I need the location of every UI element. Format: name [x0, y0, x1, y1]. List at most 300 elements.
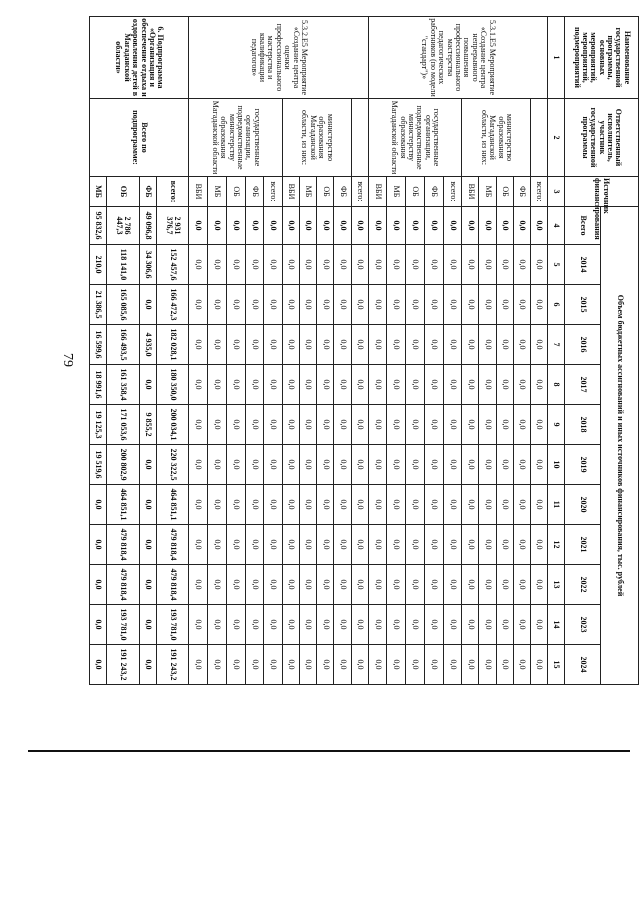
row-value: 2 786 447,3: [107, 207, 139, 245]
row-value: 19 125,3: [90, 405, 107, 445]
row-value: 19 519,6: [90, 445, 107, 485]
header-year: 2017: [565, 365, 601, 405]
row-value: 0,0: [513, 485, 530, 525]
row-value: 0,0: [139, 445, 156, 485]
row-value: 0,0: [513, 285, 530, 325]
row-value: 0,0: [513, 405, 530, 445]
row-source: ФБ: [513, 177, 530, 207]
column-index: 13: [548, 565, 565, 605]
row-value: 0,0: [424, 405, 443, 445]
row-value: 0,0: [424, 525, 443, 565]
row-executor: Всего по подпрограмме:: [90, 99, 189, 177]
row-value: 0,0: [496, 645, 513, 685]
row-value: 0,0: [513, 445, 530, 485]
row-value: 0,0: [317, 485, 334, 525]
row-value: 0,0: [189, 365, 208, 405]
row-value: 0,0: [283, 525, 300, 565]
header-year: 2021: [565, 525, 601, 565]
row-value: 0,0: [334, 445, 351, 485]
row-value: 0,0: [462, 325, 479, 365]
row-value: 0,0: [208, 645, 227, 685]
row-value: 0,0: [479, 207, 496, 245]
table-row: [264, 17, 283, 685]
header-year: 2014: [565, 245, 601, 285]
row-value: 0,0: [300, 565, 317, 605]
row-value: 0,0: [189, 245, 208, 285]
row-value: 0,0: [245, 245, 264, 285]
row-value: 0,0: [245, 645, 264, 685]
row-value: 0,0: [462, 525, 479, 565]
row-value: 0,0: [317, 565, 334, 605]
row-value: 191 243,2: [156, 645, 188, 685]
row-value: 166 493,5: [107, 325, 139, 365]
row-value: 0,0: [189, 525, 208, 565]
row-source: ФБ: [424, 177, 443, 207]
row-value: 0,0: [424, 285, 443, 325]
row-value: 0,0: [387, 525, 406, 565]
row-value: 0,0: [368, 405, 387, 445]
row-value: 0,0: [496, 565, 513, 605]
row-value: 0,0: [139, 605, 156, 645]
row-value: 0,0: [513, 325, 530, 365]
row-value: 0,0: [317, 245, 334, 285]
row-value: 0,0: [530, 605, 547, 645]
row-value: 0,0: [300, 285, 317, 325]
column-index: 14: [548, 605, 565, 645]
row-value: 182 028,1: [156, 325, 188, 365]
row-value: 0,0: [387, 645, 406, 685]
row-value: 21 386,5: [90, 285, 107, 325]
row-value: 0,0: [334, 485, 351, 525]
row-value: 0,0: [317, 525, 334, 565]
row-value: 0,0: [530, 645, 547, 685]
row-value: 0,0: [245, 405, 264, 445]
row-value: 0,0: [90, 605, 107, 645]
row-value: 0,0: [387, 365, 406, 405]
row-value: 0,0: [139, 365, 156, 405]
row-value: 0,0: [496, 207, 513, 245]
row-value: 0,0: [245, 325, 264, 365]
row-executor: государственные организации, подведомственные министерству образования Магаданской области: [368, 99, 462, 177]
row-value: 0,0: [226, 325, 245, 365]
row-value: 0,0: [351, 605, 368, 645]
row-value: 0,0: [424, 245, 443, 285]
row-value: 0,0: [496, 365, 513, 405]
row-value: 16 599,6: [90, 325, 107, 365]
row-value: 0,0: [387, 207, 406, 245]
row-value: 0,0: [406, 565, 425, 605]
row-value: 191 243,2: [107, 645, 139, 685]
row-value: 0,0: [351, 285, 368, 325]
row-value: 0,0: [245, 207, 264, 245]
row-value: 0,0: [479, 525, 496, 565]
header-year: 2022: [565, 565, 601, 605]
page-rule: [28, 750, 630, 752]
row-value: 0,0: [479, 325, 496, 365]
row-value: 0,0: [424, 565, 443, 605]
row-value: 0,0: [443, 445, 462, 485]
row-value: 479 818,4: [107, 525, 139, 565]
row-value: 0,0: [424, 207, 443, 245]
row-value: 0,0: [351, 207, 368, 245]
row-value: 0,0: [283, 485, 300, 525]
row-value: 0,0: [264, 525, 283, 565]
row-value: 0,0: [334, 207, 351, 245]
row-value: 0,0: [424, 605, 443, 645]
row-value: 464 851,1: [107, 485, 139, 525]
row-value: 0,0: [90, 525, 107, 565]
row-value: 0,0: [208, 605, 227, 645]
row-value: 0,0: [245, 285, 264, 325]
row-value: 0,0: [264, 207, 283, 245]
row-value: 0,0: [264, 325, 283, 365]
row-value: 0,0: [479, 405, 496, 445]
row-value: 0,0: [226, 365, 245, 405]
row-value: 18 991,6: [90, 365, 107, 405]
row-source: всего:: [264, 177, 283, 207]
row-executor: министерство образования Магаданской области, из них:: [283, 99, 352, 177]
row-value: 0,0: [406, 285, 425, 325]
row-value: 166 472,3: [156, 285, 188, 325]
row-value: 0,0: [300, 365, 317, 405]
row-value: 0,0: [283, 207, 300, 245]
row-value: 0,0: [479, 445, 496, 485]
row-value: 0,0: [462, 645, 479, 685]
row-source: ОБ: [406, 177, 425, 207]
row-value: 0,0: [443, 405, 462, 445]
row-value: 0,0: [283, 245, 300, 285]
row-value: 479 818,4: [107, 565, 139, 605]
row-value: 0,0: [283, 565, 300, 605]
row-value: 0,0: [387, 485, 406, 525]
row-value: 479 818,4: [156, 565, 188, 605]
row-value: 0,0: [245, 605, 264, 645]
row-value: 0,0: [300, 245, 317, 285]
header-year: 2024: [565, 645, 601, 685]
row-value: 0,0: [300, 405, 317, 445]
row-value: 0,0: [530, 525, 547, 565]
column-index: 12: [548, 525, 565, 565]
row-value: 0,0: [479, 645, 496, 685]
row-value: 0,0: [387, 605, 406, 645]
row-value: 0,0: [189, 405, 208, 445]
header-name: Наименование государственной программы, основных мероприятий, мероприятий, подмероприятий: [565, 17, 639, 99]
row-value: 49 096,8: [139, 207, 156, 245]
row-value: 0,0: [189, 325, 208, 365]
row-value: 9 855,2: [139, 405, 156, 445]
header-executor: Ответственный исполнитель, участник государственной программы: [565, 99, 639, 177]
row-value: 0,0: [226, 565, 245, 605]
row-value: 0,0: [189, 485, 208, 525]
row-value: 0,0: [226, 605, 245, 645]
column-index: 2: [548, 99, 565, 177]
row-value: 0,0: [406, 485, 425, 525]
row-value: 0,0: [189, 645, 208, 685]
row-source: МБ: [479, 177, 496, 207]
row-value: 0,0: [139, 285, 156, 325]
table-row: [530, 17, 547, 685]
row-value: 0,0: [368, 605, 387, 645]
row-source: ФБ: [334, 177, 351, 207]
table-row: [351, 17, 368, 685]
row-value: 200 034,1: [156, 405, 188, 445]
row-value: 0,0: [139, 485, 156, 525]
row-value: 0,0: [351, 365, 368, 405]
row-value: 0,0: [513, 605, 530, 645]
row-value: 0,0: [513, 245, 530, 285]
row-executor: министерство образования Магаданской области, из них:: [462, 99, 531, 177]
row-value: 0,0: [530, 445, 547, 485]
row-value: 0,0: [351, 565, 368, 605]
row-value: 0,0: [226, 207, 245, 245]
row-value: 0,0: [189, 285, 208, 325]
row-value: 479 818,4: [156, 525, 188, 565]
row-value: 0,0: [317, 365, 334, 405]
row-source: ОБ: [317, 177, 334, 207]
header-total: Всего: [565, 207, 601, 245]
row-value: 0,0: [283, 645, 300, 685]
row-source: ВБИ: [368, 177, 387, 207]
row-value: 0,0: [368, 525, 387, 565]
row-value: 0,0: [226, 485, 245, 525]
row-value: 4 935,0: [139, 325, 156, 365]
row-value: 464 851,1: [156, 485, 188, 525]
row-value: 0,0: [208, 245, 227, 285]
column-index: 7: [548, 325, 565, 365]
row-value: 0,0: [283, 325, 300, 365]
header-year: 2015: [565, 285, 601, 325]
row-value: 0,0: [406, 245, 425, 285]
row-value: 0,0: [496, 485, 513, 525]
row-value: 0,0: [530, 207, 547, 245]
row-value: 0,0: [226, 245, 245, 285]
column-index: 10: [548, 445, 565, 485]
row-source: ОБ: [226, 177, 245, 207]
row-value: 0,0: [462, 245, 479, 285]
row-value: 0,0: [208, 565, 227, 605]
row-source: всего:: [156, 177, 188, 207]
row-value: 0,0: [368, 485, 387, 525]
row-value: 0,0: [479, 365, 496, 405]
row-name: 5.3.2.Е5 Мероприятие «Создание центра оценки профессионального мастерства и квалификации педагогов»: [189, 17, 368, 99]
row-value: 0,0: [443, 525, 462, 565]
header-year: 2016: [565, 325, 601, 365]
row-value: 0,0: [424, 365, 443, 405]
row-value: 0,0: [368, 207, 387, 245]
row-value: 0,0: [387, 285, 406, 325]
row-value: 0,0: [334, 605, 351, 645]
row-source: МБ: [208, 177, 227, 207]
row-value: 0,0: [189, 565, 208, 605]
row-source: ВБИ: [462, 177, 479, 207]
row-value: 0,0: [283, 445, 300, 485]
row-source: ФБ: [139, 177, 156, 207]
row-value: 0,0: [462, 485, 479, 525]
row-value: 161 358,4: [107, 365, 139, 405]
row-value: 0,0: [424, 325, 443, 365]
row-value: 0,0: [226, 445, 245, 485]
row-source: МБ: [90, 177, 107, 207]
row-value: 0,0: [208, 285, 227, 325]
row-value: 0,0: [368, 245, 387, 285]
row-value: 0,0: [245, 565, 264, 605]
table-row: [443, 17, 462, 685]
row-value: 0,0: [368, 285, 387, 325]
row-name: 5.3.1.Е5 Мероприятие «Создание центра непрерывного повышения профессионального мастерства педагогических работников (по модели "стандарт")»: [368, 17, 547, 99]
column-index: 9: [548, 405, 565, 445]
row-value: 0,0: [406, 605, 425, 645]
row-value: 0,0: [462, 207, 479, 245]
row-value: 0,0: [317, 207, 334, 245]
financing-table: [89, 16, 639, 685]
row-value: 34 306,6: [139, 245, 156, 285]
row-value: 0,0: [334, 325, 351, 365]
row-value: 0,0: [368, 365, 387, 405]
header-year: 2023: [565, 605, 601, 645]
row-value: 193 781,0: [107, 605, 139, 645]
row-value: 0,0: [283, 605, 300, 645]
row-value: 0,0: [443, 325, 462, 365]
row-value: 0,0: [530, 325, 547, 365]
row-source: ВБИ: [189, 177, 208, 207]
row-value: 0,0: [513, 525, 530, 565]
row-source: ВБИ: [283, 177, 300, 207]
row-value: 0,0: [443, 565, 462, 605]
column-index: 3: [548, 177, 565, 207]
row-value: 0,0: [462, 445, 479, 485]
row-executor: [530, 99, 547, 177]
row-value: 0,0: [351, 525, 368, 565]
row-value: 0,0: [139, 525, 156, 565]
row-source: всего:: [351, 177, 368, 207]
column-index: 1: [548, 17, 565, 99]
row-value: 165 085,6: [107, 285, 139, 325]
row-value: 0,0: [496, 285, 513, 325]
row-value: 0,0: [368, 565, 387, 605]
row-value: 0,0: [300, 207, 317, 245]
row-value: 0,0: [351, 645, 368, 685]
row-value: 0,0: [264, 445, 283, 485]
header-year: 2019: [565, 445, 601, 485]
row-value: 0,0: [530, 405, 547, 445]
row-value: 0,0: [462, 405, 479, 445]
row-value: 0,0: [317, 605, 334, 645]
row-value: 0,0: [424, 445, 443, 485]
row-value: 0,0: [264, 565, 283, 605]
row-value: 0,0: [406, 207, 425, 245]
row-value: 0,0: [496, 245, 513, 285]
row-value: 0,0: [368, 325, 387, 365]
row-value: 118 141,0: [107, 245, 139, 285]
column-index: 8: [548, 365, 565, 405]
row-value: 0,0: [264, 605, 283, 645]
row-executor: государственные организации, подведомственные министерству образования Магаданской области: [189, 99, 283, 177]
row-executor: [351, 99, 368, 177]
rotated-table-page: [89, 16, 639, 684]
row-value: 0,0: [245, 365, 264, 405]
row-value: 0,0: [513, 645, 530, 685]
row-value: 0,0: [264, 405, 283, 445]
header-source: Источник финансирования: [565, 177, 639, 207]
row-value: 0,0: [443, 207, 462, 245]
row-value: 0,0: [496, 325, 513, 365]
page-number: 79: [60, 353, 75, 367]
row-value: 95 832,6: [90, 207, 107, 245]
row-value: 0,0: [443, 645, 462, 685]
row-source: МБ: [387, 177, 406, 207]
row-value: 0,0: [387, 325, 406, 365]
row-value: 0,0: [300, 525, 317, 565]
row-value: 152 457,6: [156, 245, 188, 285]
row-source: ОБ: [107, 177, 139, 207]
row-value: 200 802,9: [107, 445, 139, 485]
row-value: 0,0: [479, 285, 496, 325]
row-value: 0,0: [264, 245, 283, 285]
row-value: 0,0: [317, 285, 334, 325]
row-value: 210,0: [90, 245, 107, 285]
row-value: 0,0: [334, 245, 351, 285]
row-value: 0,0: [530, 245, 547, 285]
row-value: 0,0: [351, 485, 368, 525]
row-value: 0,0: [530, 485, 547, 525]
header-volume: Объем бюджетных ассигнований и иных источников финансирования, тыс. рублей: [601, 207, 639, 685]
row-value: 0,0: [208, 325, 227, 365]
row-source: всего:: [443, 177, 462, 207]
row-value: 0,0: [496, 605, 513, 645]
row-value: 0,0: [208, 207, 227, 245]
row-value: 0,0: [300, 645, 317, 685]
row-value: 0,0: [300, 485, 317, 525]
row-value: 193 781,0: [156, 605, 188, 645]
row-value: 220 322,5: [156, 445, 188, 485]
row-value: 0,0: [387, 405, 406, 445]
row-value: 2 931 376,7: [156, 207, 188, 245]
row-source: ОБ: [496, 177, 513, 207]
row-value: 0,0: [264, 285, 283, 325]
row-value: 0,0: [443, 605, 462, 645]
row-value: 0,0: [479, 565, 496, 605]
table-row: [513, 17, 530, 685]
row-value: 0,0: [139, 645, 156, 685]
row-value: 0,0: [264, 365, 283, 405]
table-row: [334, 17, 351, 685]
row-value: 0,0: [334, 565, 351, 605]
row-value: 0,0: [351, 325, 368, 365]
row-value: 0,0: [245, 525, 264, 565]
row-value: 0,0: [462, 565, 479, 605]
row-name: 6. Подпрограмма «Организация и обеспечение отдыха и оздоровления детей в Магаданской области»: [90, 17, 189, 99]
row-value: 0,0: [530, 565, 547, 605]
row-value: 0,0: [226, 645, 245, 685]
row-value: 0,0: [406, 365, 425, 405]
row-value: 0,0: [424, 485, 443, 525]
row-value: 0,0: [90, 645, 107, 685]
column-index: 15: [548, 645, 565, 685]
row-value: 0,0: [387, 445, 406, 485]
table-row: [156, 17, 188, 685]
row-value: 0,0: [387, 245, 406, 285]
row-value: 0,0: [208, 365, 227, 405]
row-value: 0,0: [208, 405, 227, 445]
row-value: 0,0: [300, 325, 317, 365]
row-value: 0,0: [513, 365, 530, 405]
row-value: 0,0: [226, 405, 245, 445]
row-value: 0,0: [479, 485, 496, 525]
row-value: 0,0: [208, 525, 227, 565]
row-value: 0,0: [406, 405, 425, 445]
row-value: 0,0: [443, 485, 462, 525]
row-value: 0,0: [368, 445, 387, 485]
